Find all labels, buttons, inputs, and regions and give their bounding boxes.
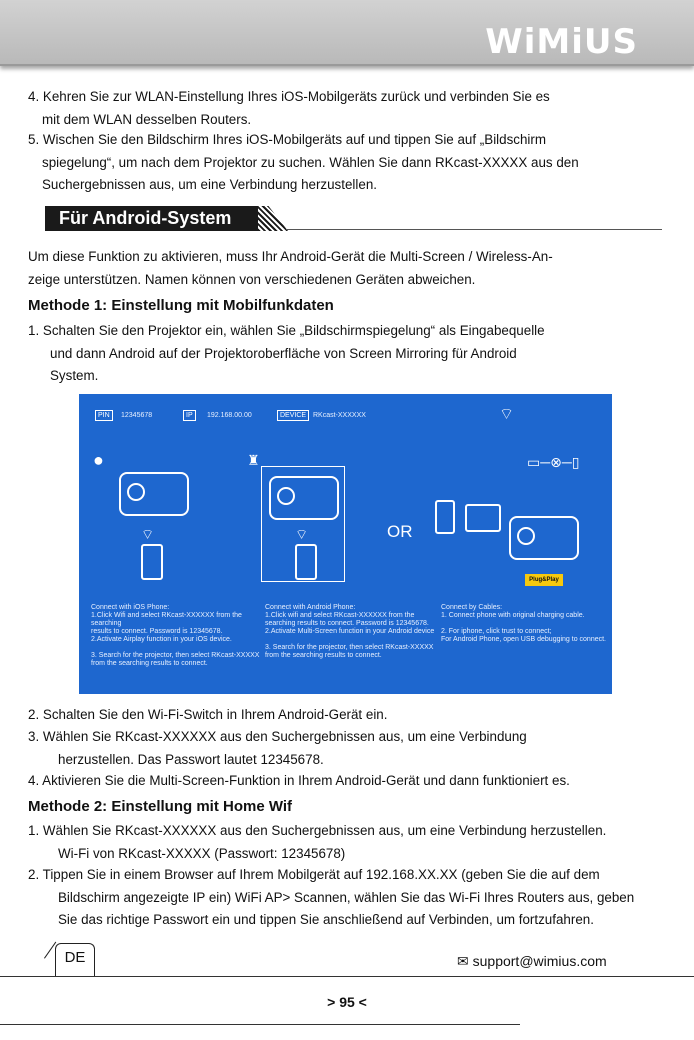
projector-icon	[119, 472, 189, 516]
device-label: DEVICE	[277, 410, 309, 421]
intro-text: zeige unterstützen. Namen können von verschiedenen Geräten abweichen.	[28, 271, 476, 287]
support-email[interactable]: support@wimius.com	[472, 953, 607, 969]
support-contact[interactable]	[457, 953, 607, 970]
wifi-icon: ⌔	[295, 526, 309, 542]
ios-step-4	[28, 86, 658, 131]
step-text: Sie das richtige Passwort ein und tippen Sie anschließend auf Verbinden, um fortzufahren.	[58, 912, 594, 928]
method-1-step-4: 4. Aktivieren Sie die Multi-Screen-Funktion in Ihrem Android-Gerät und dann funktioniert es.	[28, 773, 570, 788]
wifi-icon: ⌔	[499, 406, 515, 423]
brand-logo: WiMiUS	[485, 22, 638, 62]
step-text: herzustellen. Das Passwort lautet 12345678.	[58, 751, 324, 767]
android-intro	[28, 246, 658, 291]
footer-divider	[0, 976, 694, 977]
section-title: Für Android-System	[45, 206, 267, 231]
step-text: spiegelung“, um nach dem Projektor zu suchen. Wählen Sie dann RKcast-XXXXX aus den	[42, 154, 579, 170]
step-number: 4.	[28, 89, 40, 104]
projector-icon	[509, 516, 579, 560]
android-icon: ♜	[247, 452, 260, 468]
ios-step-5	[28, 129, 658, 197]
step-text: Suchergebnissen aus, um eine Verbindung herzustellen.	[42, 177, 377, 193]
cable-instructions: Connect by Cables: 1. Connect phone with original charging cable. 2. For iphone, click trust to connect; For Android Phone, open USB debugging to connect.	[441, 604, 607, 643]
method-1-step-1	[28, 320, 658, 388]
ip-label: IP	[183, 410, 196, 421]
step-number: 5.	[28, 132, 40, 147]
device-value: RKcast-XXXXXX	[313, 412, 366, 419]
step-text: 1. Wählen Sie RKcast-XXXXXX aus den Suchergebnissen aus, um eine Verbindung herzustellen.	[28, 823, 607, 838]
method-1-title: Methode 1: Einstellung mit Mobilfunkdaten	[28, 297, 334, 314]
cable-connection-icon: ▭─⊗─▯	[527, 454, 580, 470]
step-text: Bildschirm angezeigte IP ein) WiFi AP> Scannen, wählen Sie das Wi-Fi Ihres Routers aus, geben	[58, 889, 635, 905]
step-text: 3. Wählen Sie RKcast-XXXXXX aus den Suchergebnissen aus, um eine Verbindung	[28, 729, 527, 744]
method-2-step-2	[28, 864, 674, 932]
phone-icon	[435, 500, 455, 534]
method-2-step-1	[28, 820, 674, 865]
ip-value: 192.168.00.00	[207, 412, 252, 419]
bottom-divider	[0, 1024, 520, 1025]
section-title-decoration	[258, 206, 288, 231]
method-2-title: Methode 2: Einstellung mit Home Wif	[28, 798, 293, 815]
step-text: Wi-Fi von RKcast-XXXXX (Passwort: 12345678)	[58, 845, 346, 861]
android-instructions: Connect with Android Phone: 1.Click wifi and select RKcast-XXXXXX from the searching results to connect. Password is 12345678. 2.Activate Multi-Screen function in your Android device 3. Search for the projector, then select RKcast-XXXXX from the searching results to connect.	[265, 604, 435, 659]
or-label: OR	[387, 522, 413, 541]
step-text: Wischen Sie den Bildschirm Ihres iOS-Mobilgeräts auf und tippen Sie auf „Bildschirm	[42, 132, 547, 147]
mail-icon: ✉	[457, 953, 473, 969]
language-tab: DE	[55, 943, 95, 976]
intro-text: Um diese Funktion zu aktivieren, muss Ihr Android-Gerät die Multi-Screen / Wireless-An-	[28, 249, 553, 264]
step-text: mit dem WLAN desselben Routers.	[42, 111, 252, 127]
page-header	[0, 0, 694, 66]
pin-value: 12345678	[121, 412, 153, 419]
pin-label: PIN	[95, 410, 113, 421]
step-text: 2. Tippen Sie in einem Browser auf Ihrem Mobilgerät auf 192.168.XX.XX (geben Sie die auf dem	[28, 867, 600, 882]
projector-icon	[269, 476, 339, 520]
wifi-icon: ⌔	[141, 526, 155, 542]
method-1-step-3	[28, 726, 658, 771]
tablet-icon	[465, 504, 501, 532]
plug-and-play-badge: Plug&Play	[525, 574, 563, 586]
step-text: Kehren Sie zur WLAN-Einstellung Ihres iOS-Mobilgeräts zurück und verbinden Sie es	[42, 89, 550, 104]
phone-icon	[295, 544, 317, 580]
apple-icon: ●	[93, 450, 104, 470]
step-text: 1. Schalten Sie den Projektor ein, wählen Sie „Bildschirmspiegelung“ als Eingabequelle	[28, 323, 545, 338]
page-number: > 95 <	[327, 994, 367, 1010]
method-1-step-2: 2. Schalten Sie den Wi-Fi-Switch in Ihrem Android-Gerät ein.	[28, 707, 388, 722]
projector-screen-image	[79, 394, 612, 694]
ios-instructions: Connect with iOS Phone: 1.Click Wifi and select RKcast-XXXXXX from the searching results to connect. Password is 12345678. 2.Activate Airplay function in your iOS device. 3. Search for the projector, then select RKcast-XXXXX from the searching results to connect.	[91, 604, 260, 667]
phone-icon	[141, 544, 163, 580]
section-divider	[286, 229, 662, 230]
step-text: System.	[50, 368, 99, 384]
step-text: und dann Android auf der Projektoroberfläche von Screen Mirroring für Android	[50, 345, 517, 361]
